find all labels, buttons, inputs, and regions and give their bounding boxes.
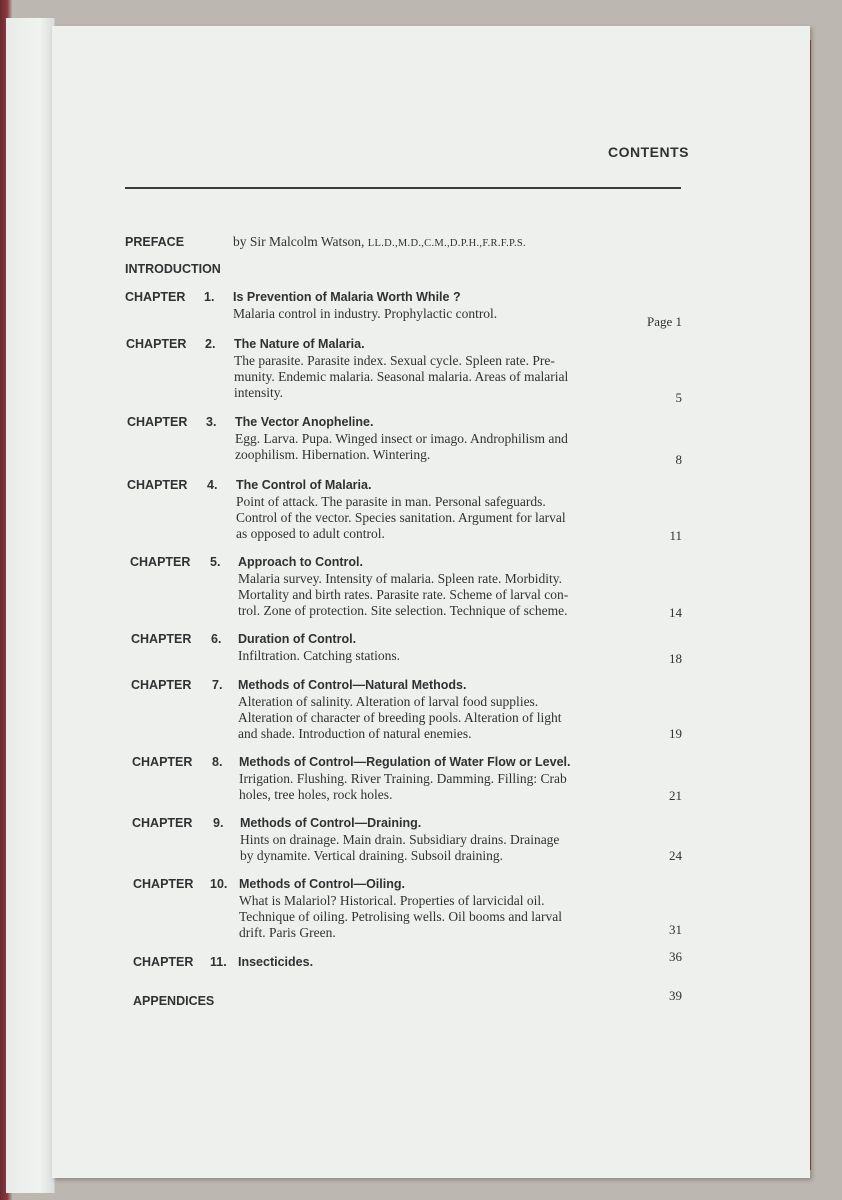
chapter-number: 11. <box>210 955 227 969</box>
chapter-description-line: Malaria survey. Intensity of malaria. Spleen rate. Morbidity. <box>238 571 563 586</box>
preface-label: PREFACE <box>125 235 185 249</box>
chapter-page-number: 24 <box>669 848 682 863</box>
chapter-description-line: Point of attack. The parasite in man. Personal safeguards. <box>236 494 546 509</box>
chapter-description-line: Alteration of salinity. Alteration of larval food supplies. <box>238 694 539 709</box>
chapter-title: Insecticides. <box>238 955 314 969</box>
chapter-number: 1. <box>204 290 215 304</box>
chapter-page-number: 31 <box>669 922 682 937</box>
chapter-description-line: zoophilism. Hibernation. Wintering. <box>235 447 431 462</box>
chapter-description-line: Control of the vector. Species sanitation. Argument for larval <box>236 510 566 525</box>
chapter-description-line: Malaria control in industry. Prophylactic control. <box>233 306 498 321</box>
preface-author <box>233 234 526 250</box>
chapter-number: 8. <box>212 755 223 769</box>
chapter-number: 4. <box>207 478 218 492</box>
chapter-label: CHAPTER <box>125 290 186 304</box>
chapter-page-number: 19 <box>669 726 682 741</box>
page-title: CONTENTS <box>608 144 689 160</box>
chapter-page-number: 11 <box>669 528 682 543</box>
chapter-number: 6. <box>211 632 222 646</box>
chapter-description-line: munity. Endemic malaria. Seasonal malaria. Areas of malarial <box>234 369 569 384</box>
chapter-page-number: 18 <box>669 651 682 666</box>
chapter-number: 3. <box>206 415 217 429</box>
chapter-description-line: Alteration of character of breeding pools. Alteration of light <box>238 710 562 725</box>
chapter-title: Methods of Control—Draining. <box>240 816 422 830</box>
chapter-title: The Vector Anopheline. <box>235 415 374 429</box>
chapter-label: CHAPTER <box>132 755 193 769</box>
chapter-label: CHAPTER <box>127 415 188 429</box>
chapter-label: CHAPTER <box>132 816 193 830</box>
chapter-title: The Nature of Malaria. <box>234 337 365 351</box>
chapter-description-line: Technique of oiling. Petrolising wells. Oil booms and larval <box>239 909 563 924</box>
chapter-page-number: 5 <box>675 390 682 405</box>
contents-page <box>52 26 810 1178</box>
chapter-description-line: Infiltration. Catching stations. <box>238 648 400 663</box>
chapter-description-line: as opposed to adult control. <box>236 526 385 541</box>
chapter-description-line: Egg. Larva. Pupa. Winged insect or imago. Androphilism and <box>235 431 568 446</box>
preface-credentials: LL.D.,M.D.,C.M.,D.P.H.,F.R.F.P.S. <box>367 238 526 249</box>
chapter-description-line: and shade. Introduction of natural enemies. <box>238 726 472 741</box>
chapter-number: 10. <box>210 877 228 891</box>
chapter-title: Is Prevention of Malaria Worth While ? <box>233 290 461 304</box>
chapter-description-line: Irrigation. Flushing. River Training. Damming. Filling: Crab <box>239 771 567 786</box>
chapter-number: 9. <box>213 816 224 830</box>
chapter-page-number: 14 <box>669 605 682 620</box>
preface-text: by Sir Malcolm Watson, <box>233 234 365 249</box>
chapter-title: Methods of Control—Natural Methods. <box>238 678 467 692</box>
chapter-page-number: 8 <box>675 452 682 467</box>
chapter-label: CHAPTER <box>126 337 187 351</box>
left-page-edge <box>6 18 55 1193</box>
appendices-label: APPENDICES <box>133 994 215 1008</box>
chapter-page-number: 36 <box>669 949 682 964</box>
chapter-label: CHAPTER <box>127 478 188 492</box>
chapter-page-number: Page 1 <box>646 314 682 329</box>
chapter-number: 2. <box>205 337 216 351</box>
chapter-description-line: trol. Zone of protection. Site selection. Technique of scheme. <box>238 603 568 618</box>
chapter-description-line: by dynamite. Vertical draining. Subsoil draining. <box>240 848 503 863</box>
chapter-description-line: drift. Paris Green. <box>239 925 336 940</box>
chapter-description-line: What is Malariol? Historical. Properties of larvicidal oil. <box>239 893 545 908</box>
chapter-description-line: Hints on drainage. Main drain. Subsidiary drains. Drainage <box>240 832 560 847</box>
chapter-label: CHAPTER <box>130 555 191 569</box>
chapter-title: Methods of Control—Oiling. <box>239 877 405 891</box>
chapter-title: The Control of Malaria. <box>236 478 372 492</box>
appendices-page: 39 <box>669 988 682 1003</box>
chapter-title: Methods of Control—Regulation of Water Flow or Level. <box>239 755 571 769</box>
chapter-number: 7. <box>212 678 223 692</box>
title-rule <box>125 187 681 189</box>
chapter-description-line: intensity. <box>234 385 283 400</box>
chapter-page-number: 21 <box>669 788 682 803</box>
chapter-title: Approach to Control. <box>238 555 363 569</box>
chapter-label: CHAPTER <box>131 678 192 692</box>
chapter-title: Duration of Control. <box>238 632 357 646</box>
chapter-number: 5. <box>210 555 221 569</box>
chapter-description-line: Mortality and birth rates. Parasite rate. Scheme of larval con- <box>238 587 569 602</box>
introduction-label: INTRODUCTION <box>125 262 221 276</box>
chapter-description-line: The parasite. Parasite index. Sexual cycle. Spleen rate. Pre- <box>234 353 555 368</box>
chapter-description-line: holes, tree holes, rock holes. <box>239 787 393 802</box>
chapter-label: CHAPTER <box>133 877 194 891</box>
chapter-label: CHAPTER <box>131 632 192 646</box>
chapter-label: CHAPTER <box>133 955 194 969</box>
